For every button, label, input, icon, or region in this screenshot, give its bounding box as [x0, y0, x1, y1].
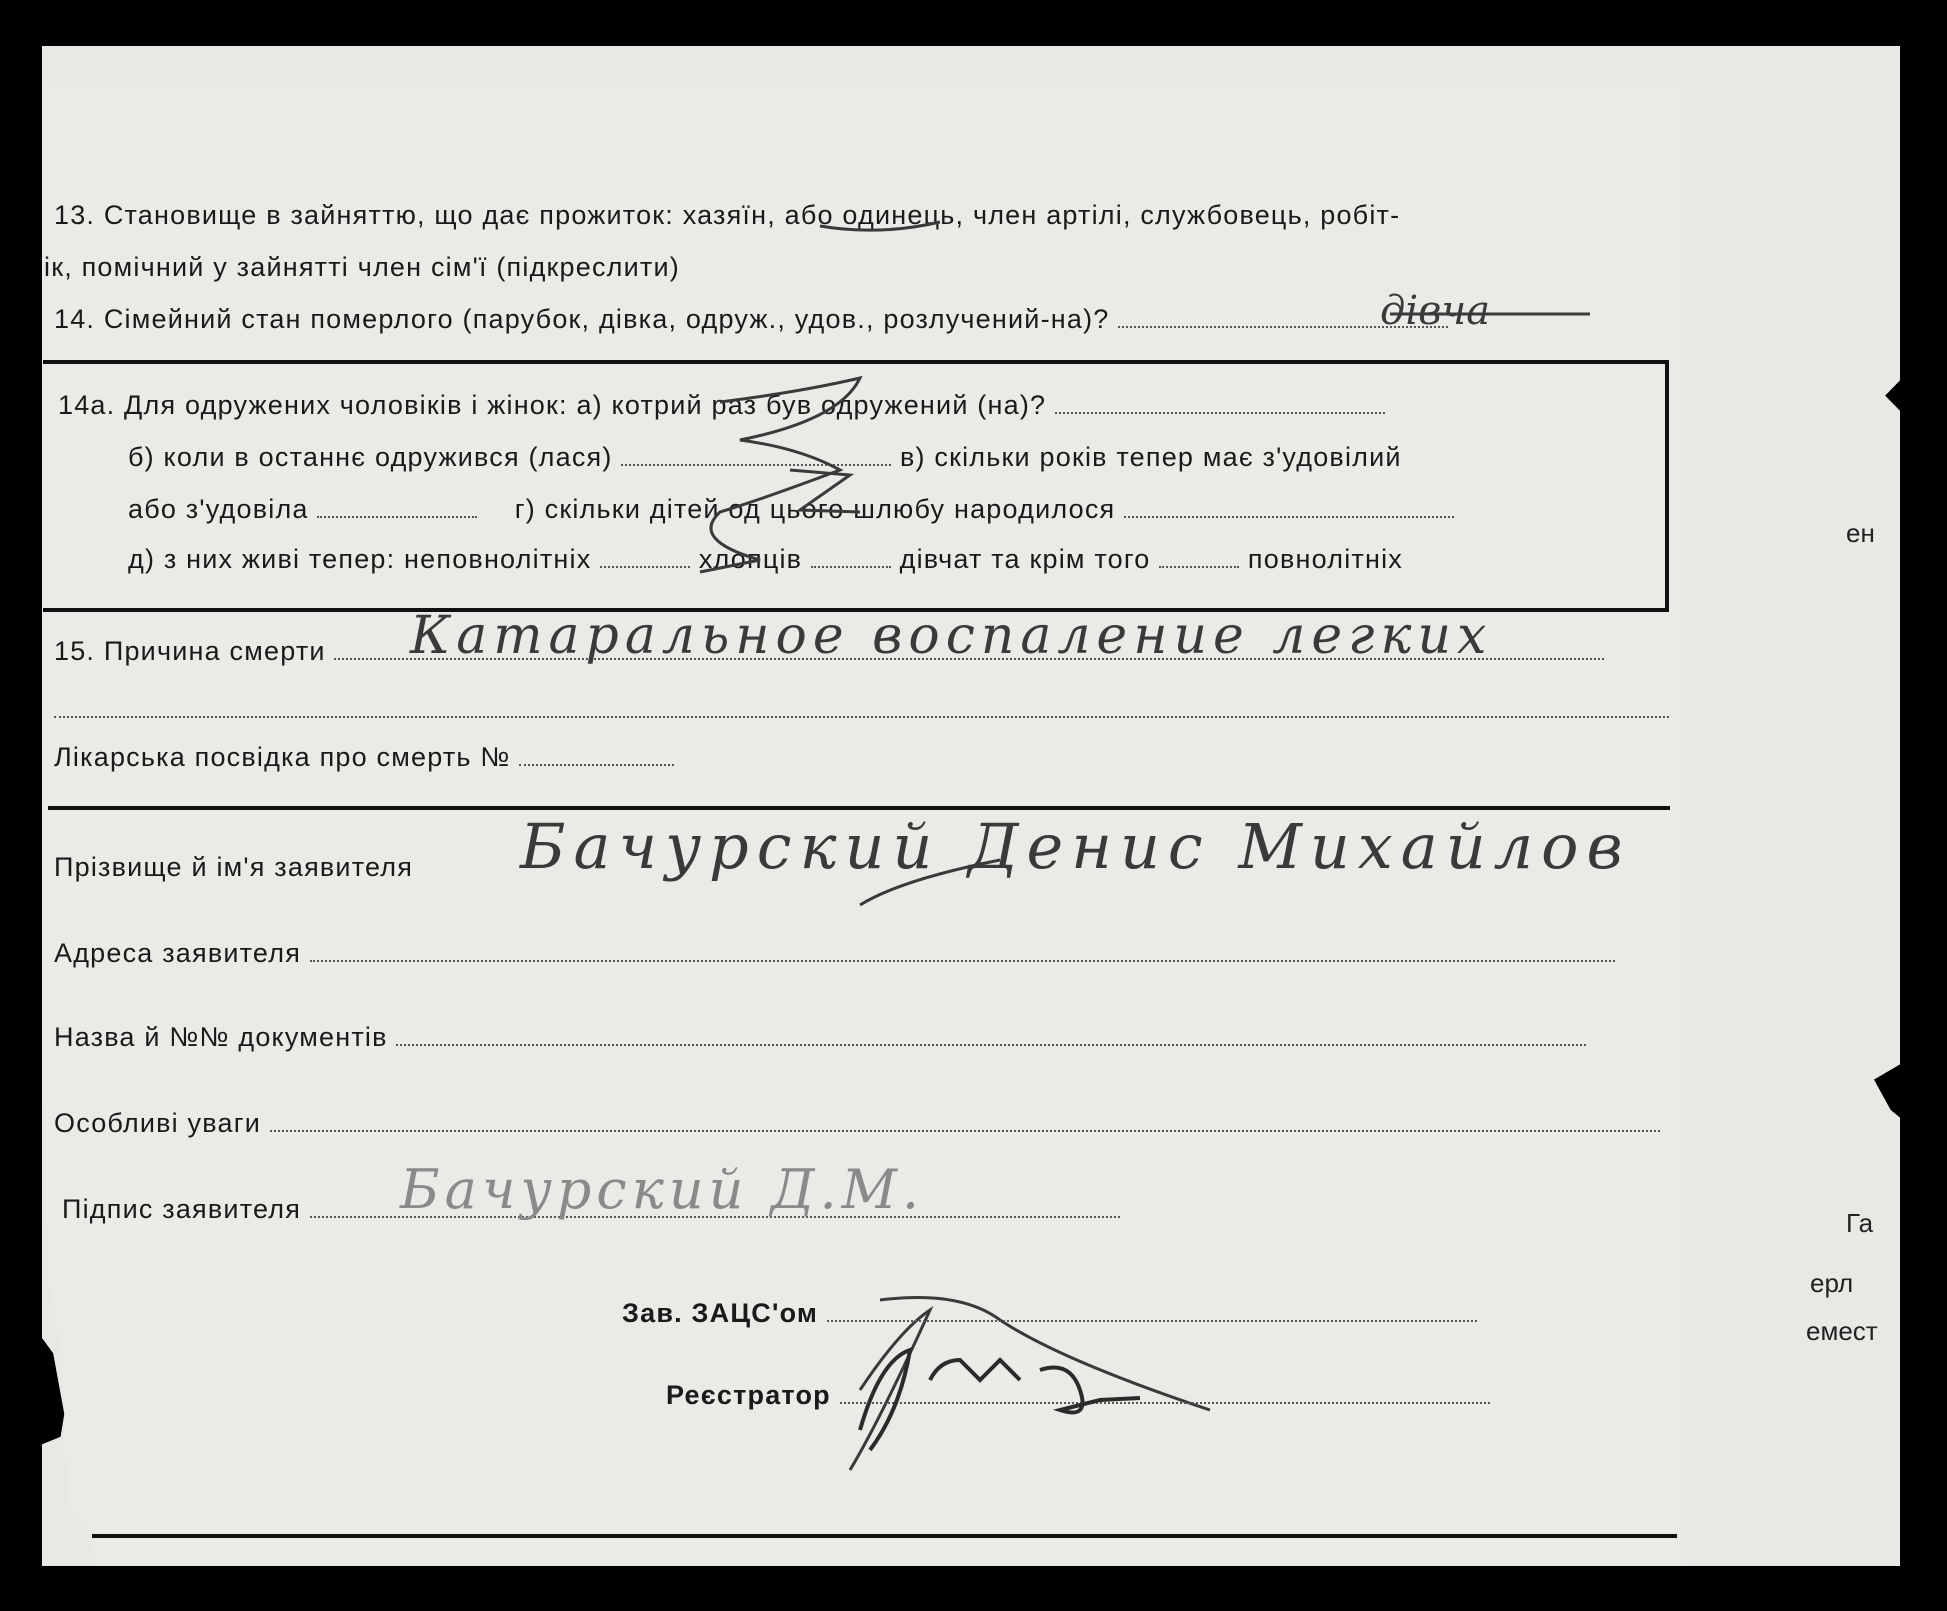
head-label: Зав. ЗАЦС'ом [622, 1298, 819, 1328]
edge-fragment: ен [1846, 518, 1875, 548]
q13-line1: 13. Становище в зайняттю, що дає прожиток: хазяїн, або одинець, член артілі, службовець, робіт- [54, 200, 1401, 230]
medical-certificate-row [54, 742, 674, 773]
applicant-signature-handwritten: Бачурский Д.М. [400, 1158, 925, 1221]
q14-label: 14. Сімейний стан померлого (парубок, дівка, одруж., удов., розлучений-на)? [54, 304, 1110, 334]
documents-label: Назва й №№ документів [54, 1022, 388, 1052]
remarks-row [54, 1108, 1660, 1139]
applicant-name-handwritten: Бачурский Денис Михайлов [520, 810, 1631, 883]
edge-fragment: Га [1846, 1208, 1874, 1238]
q15-handwritten-value: Катаральное воспаление легких [410, 606, 1493, 666]
edge-fragment: ерл [1810, 1268, 1854, 1298]
q14a-line3: або з'удовіла г) скільки дітей од цього шлюбу народилося [128, 494, 1454, 525]
applicant-name-row [54, 852, 413, 883]
q14-row [54, 304, 1448, 335]
documents-row [54, 1022, 1586, 1053]
signature-label: Підпис заявителя [62, 1194, 302, 1224]
registrar-signature [840, 1320, 1180, 1480]
remarks-label: Особливі уваги [54, 1108, 262, 1138]
q14a-line1: 14а. Для одружених чоловіків і жінок: а) котрий раз був одружений (на)? [58, 390, 1385, 421]
edge-fragment: емест [1806, 1316, 1878, 1346]
medical-label: Лікарська посвідка про смерть № [54, 742, 511, 772]
q13-line2: ік, помічний у зайнятті член сім'ї (підкреслити) [44, 252, 680, 282]
registrar-label: Реєстратор [666, 1380, 831, 1410]
q14-handwritten-value: дівча [1380, 288, 1491, 334]
applicant-address-label: Адреса заявителя [54, 938, 302, 968]
applicant-name-label: Прізвище й ім'я заявителя [54, 852, 414, 882]
q15-continuation [54, 694, 1669, 725]
q14a-line2: б) коли в останнє одружився (лася) в) скільки років тепер має з'удовілий [128, 442, 1402, 472]
applicant-address-row [54, 938, 1615, 969]
q14a-line4: д) з них живі тепер: неповнолітніх хлопців дівчат та крім того повнолітніх [128, 544, 1403, 574]
q15-label: 15. Причина смерти [54, 636, 326, 666]
bottom-rule [92, 1534, 1677, 1538]
